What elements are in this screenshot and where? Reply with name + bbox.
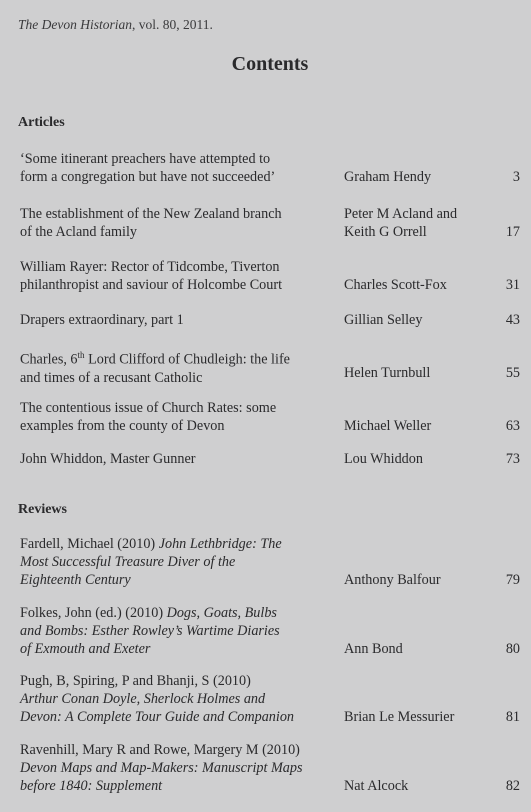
page-title: Contents (231, 53, 309, 75)
reviewer: Nat Alcock (344, 778, 409, 794)
article-title: The establishment of the New Zealand branch of the Acland family (20, 206, 282, 240)
reviewer: Anthony Balfour (344, 572, 441, 588)
article-title: Drapers extraordinary, part 1 (20, 312, 184, 328)
article-title: John Whiddon, Master Gunner (20, 451, 196, 467)
article-author: Helen Turnbull (344, 365, 431, 381)
article-page: 55 (505, 365, 520, 381)
article-page: 3 (512, 169, 520, 185)
articles-heading: Articles (18, 115, 65, 130)
journal-name: The Devon Historian (18, 17, 132, 32)
review-title: Pugh, B, Spiring, P and Bhanji, S (2010) Arthur Conan Doyle, Sherlock Holmes and Devon: A Complete Tour Guide and Companion (20, 673, 295, 725)
article-title: ‘Some itinerant preachers have attempted to form a congregation but have not succeeded’ (20, 151, 276, 185)
review-page: 81 (505, 709, 520, 725)
journal-volume: , vol. 80, 2011. (132, 17, 213, 32)
article-page: 31 (505, 277, 520, 293)
article-page: 63 (505, 418, 520, 434)
article-page: 73 (505, 451, 520, 467)
article-title: Charles, 6th Lord Clifford of Chudleigh: the life and times of a recusant Catholic (20, 350, 290, 386)
review-title: Ravenhill, Mary R and Rowe, Margery M (2010) Devon Maps and Map-Makers: Manuscript Maps before 1840: Supplement (20, 742, 303, 794)
review-title: Fardell, Michael (2010) John Lethbridge: The Most Successful Treasure Diver of the Eighteenth Century (20, 536, 282, 588)
article-author: Michael Weller (344, 418, 432, 434)
reviews-heading: Reviews (18, 502, 67, 517)
reviewer: Ann Bond (344, 641, 403, 657)
review-page: 79 (505, 572, 520, 588)
review-page: 82 (505, 778, 520, 794)
article-page: 17 (505, 224, 520, 240)
journal-header (18, 17, 213, 33)
article-author: Gillian Selley (344, 312, 423, 328)
article-author: Peter M Acland and Keith G Orrell (344, 206, 458, 240)
article-title: William Rayer: Rector of Tidcombe, Tiverton philanthropist and saviour of Holcombe Court (20, 259, 283, 293)
article-author: Lou Whiddon (344, 451, 423, 467)
reviewer: Brian Le Messurier (344, 709, 455, 725)
review-page: 80 (505, 641, 520, 657)
review-title: Folkes, John (ed.) (2010) Dogs, Goats, Bulbs and Bombs: Esther Rowley’s Wartime Diaries of Exmouth and Exeter (20, 605, 280, 657)
article-page: 43 (505, 312, 520, 328)
article-author: Charles Scott-Fox (344, 277, 447, 293)
article-author: Graham Hendy (344, 169, 432, 185)
article-title: The contentious issue of Church Rates: some examples from the county of Devon (20, 400, 277, 434)
